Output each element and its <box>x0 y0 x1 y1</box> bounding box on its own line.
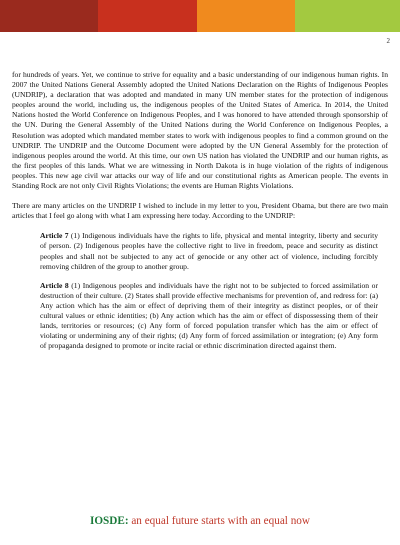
article-7-title: Article 7 <box>40 231 69 241</box>
article-8-title: Article 8 <box>40 280 69 290</box>
color-bar-segment-1 <box>0 0 98 32</box>
article-7-text: (1) Indigenous individuals have the rights to life, physical and mental integrity, liberty and security of person. (2) Indigenous peoples have the collective right to live in freedom, peace and security as distinct peoples and shall not be subjected to any act of genocide or any other act of violence, including forcibly removing children of the group to another group. <box>40 231 378 271</box>
color-bar-segment-4 <box>295 0 400 32</box>
quoted-articles <box>40 231 378 351</box>
body-paragraph-1: for hundreds of years. Yet, we continue to strive for equality and a basic understanding of our indigenous human rights. In 2007 the United Nations General Assembly adopted the United Nations Declaration on the Rights of Indigenous Peoples (UNDRIP), a declaration that was adopted and mandated in many UN member states for the protection of indigenous peoples around the world, including us, the indigenous peoples of the United States of America. In 2014, the United Nations hosted the World Conference on Indigenous Peoples, and I was honored to have attended through sponsorship of the UN. During the General Assembly of the United Nations during the World Conference on Indigenous Peoples, a Resolution was adopted which mandated member states to work with indigenous peoples to find a common ground on the UNDRIP. The UNDRIP and the Outcome Document were adopted by the UN General Assembly for the protection of indigenous peoples around the world. At this time, our own US nation has violated the UNDRIP and our human rights, as the first peoples of this lands. What we are witnessing in North Dakota is in huge violation of the rights of indigenous peoples. This new age civil war attacks our way of life and our constitutional rights as American people. The events in Standing Rock are not only Civil Rights Violations; the events are Human Rights Violations. <box>12 70 388 191</box>
header-color-bar <box>0 0 400 32</box>
footer-tagline: an equal future starts with an equal now <box>128 515 310 527</box>
color-bar-segment-3 <box>197 0 295 32</box>
article-8-text: (1) Indigenous peoples and individuals have the right not to be subjected to forced assimilation or destruction of their culture. (2) States shall provide effective mechanisms for prevention of, and redress for: (a) Any action which has the aim or effect of depriving them of their integrity as distinct peoples, or of their cultural values or ethnic identities; (b) Any action which has the aim or effect of dispossessing them of their lands, territories or resources; (c) Any form of forced population transfer which has the aim or effect of violating or undermining any of their rights; (d) Any form of forced assimilation or integration; (e) Any form of propaganda designed to promote or incite racial or ethnic discrimination directed against them. <box>40 280 378 351</box>
color-bar-segment-2 <box>98 0 197 32</box>
footer-slogan <box>0 515 400 527</box>
footer-brand: IOSDE: <box>90 515 129 527</box>
article-8 <box>40 281 378 352</box>
article-7 <box>40 231 378 271</box>
page-number: 2 <box>386 37 390 45</box>
letter-body <box>12 70 388 360</box>
body-paragraph-2: There are many articles on the UNDRIP I wished to include in my letter to you, President Obama, but there are two main articles that I feel go along with what I am expressing here today. According to the UNDRIP: <box>12 201 388 221</box>
